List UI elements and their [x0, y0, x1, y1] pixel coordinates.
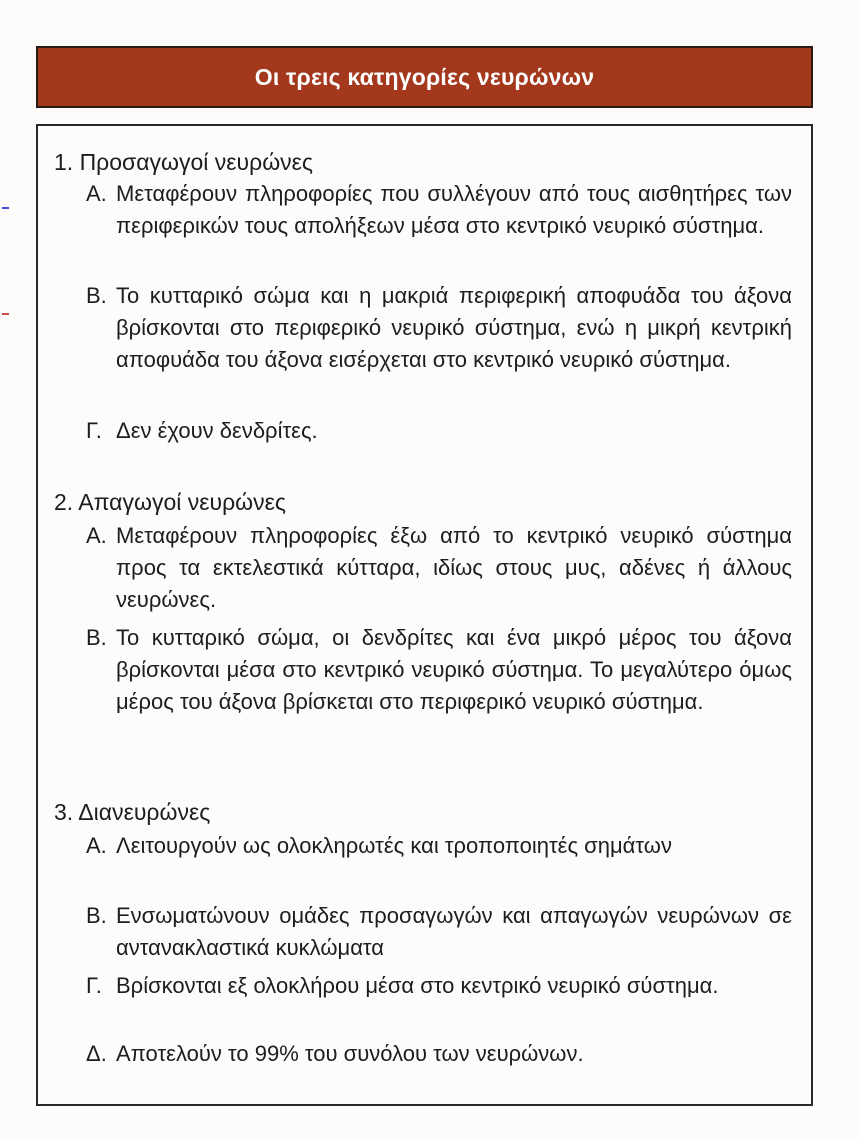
- item-text: Μεταφέρουν πληροφορίες που συλλέγουν από τους αισθητήρες των περιφερικών τους απολήξεων μέσα στο κεντρικό νευρικό σύστημα.: [116, 181, 792, 238]
- item-text: Λειτουργούν ως ολοκληρωτές και τροποποιητές σημάτων: [116, 833, 672, 858]
- header-bar: [36, 46, 813, 108]
- item-marker: Δ.: [86, 1041, 107, 1066]
- item-text: Το κυτταρικό σώμα και η μακριά περιφερική αποφυάδα του άξονα βρίσκονται στο περιφερικό νευρικό σύστημα, ενώ η μικρή κεντρική αποφυάδα του άξονα εισέρχεται στο κεντρικό νευρικό σύστημα.: [116, 283, 792, 372]
- item-marker: Γ.: [86, 973, 102, 998]
- item-marker: Α.: [86, 833, 107, 858]
- content-box: [36, 124, 813, 1106]
- item-marker: Β.: [86, 283, 107, 308]
- item-marker: Γ.: [86, 418, 102, 443]
- page-title: Οι τρεις κατηγορίες νευρώνων: [254, 63, 595, 90]
- scan-mark-red: [2, 313, 9, 315]
- item-text: Αποτελούν το 99% του συνόλου των νευρώνων.: [116, 1041, 584, 1066]
- section-title: 3. Διανευρώνες: [54, 799, 211, 825]
- item-marker: Α.: [86, 523, 107, 548]
- item-marker: Β.: [86, 903, 107, 928]
- section-title: 1. Προσαγωγοί νευρώνες: [54, 149, 314, 175]
- scan-mark-blue: [2, 207, 9, 209]
- item-text: Ενσωματώνουν ομάδες προσαγωγών και απαγωγών νευρώνων σε αντανακλαστικά κυκλώματα: [116, 903, 792, 960]
- item-marker: Β.: [86, 625, 107, 650]
- section-title: 2. Απαγωγοί νευρώνες: [54, 489, 286, 515]
- item-text: Το κυτταρικό σώμα, οι δενδρίτες και ένα μικρό μέρος του άξονα βρίσκονται μέσα στο κεντρικό νευρικό σύστημα. Το μεγαλύτερο όμως μέρος του άξονα βρίσκεται στο περιφερικό νευρικό σύστημα.: [116, 625, 792, 714]
- item-text: Βρίσκονται εξ ολοκλήρου μέσα στο κεντρικό νευρικό σύστημα.: [116, 973, 719, 998]
- item-marker: Α.: [86, 181, 107, 206]
- item-text: Δεν έχουν δενδρίτες.: [116, 418, 318, 443]
- item-text: Μεταφέρουν πληροφορίες έξω από το κεντρικό νευρικό σύστημα προς τα εκτελεστικά κύτταρα, ιδίως στους μυς, αδένες ή άλλους νευρώνες.: [116, 523, 792, 612]
